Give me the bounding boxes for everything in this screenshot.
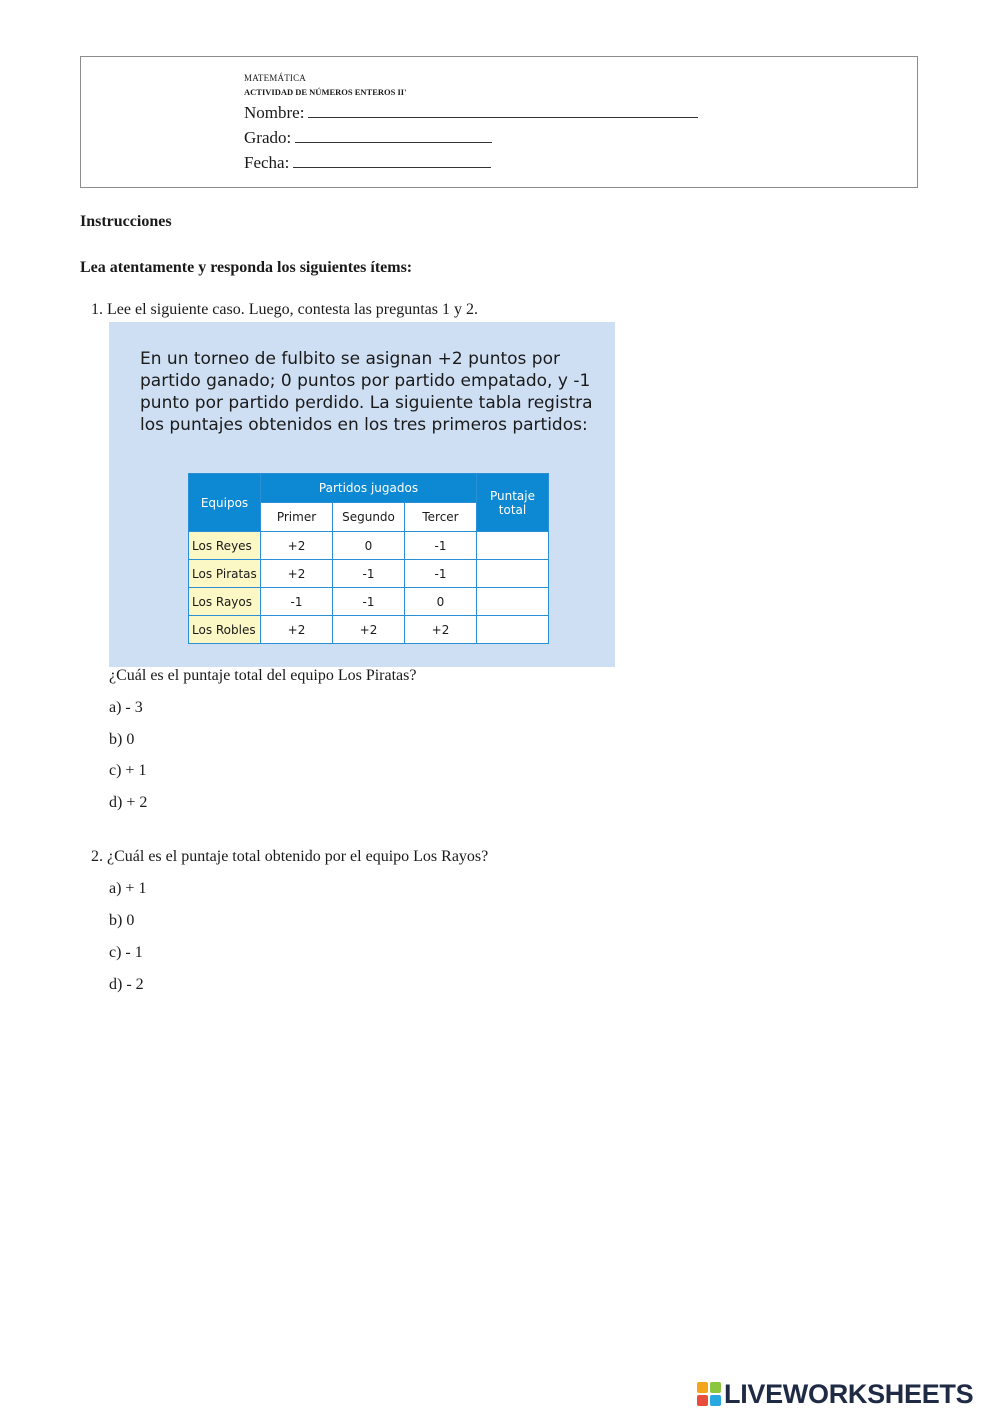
table-row: [189, 560, 549, 588]
score-cell: -1: [333, 560, 405, 588]
q1-option-b[interactable]: b) 0: [109, 731, 135, 748]
score-cell: -1: [261, 588, 333, 616]
score-cell: -1: [333, 588, 405, 616]
score-cell: +2: [405, 616, 477, 644]
table-row: [189, 616, 549, 644]
q1-option-d[interactable]: d) + 2: [109, 794, 148, 811]
name-input-line[interactable]: [308, 103, 698, 118]
team-cell: Los Piratas: [189, 560, 261, 588]
col-header-group: Partidos jugados: [261, 474, 477, 503]
q1-option-c[interactable]: c) + 1: [109, 762, 147, 779]
table-row: [189, 532, 549, 560]
table-row: [189, 588, 549, 616]
question-1-intro-text: Lee el siguiente caso. Luego, contesta las preguntas 1 y 2.: [107, 301, 478, 318]
question-1-prompt: ¿Cuál es el puntaje total del equipo Los Piratas?: [109, 667, 417, 684]
sub-header-second: Segundo: [333, 503, 405, 532]
score-cell: +2: [261, 532, 333, 560]
question-1-number: 1.: [91, 301, 103, 318]
score-cell: -1: [405, 560, 477, 588]
name-label: Nombre:: [244, 103, 305, 122]
score-cell: 0: [405, 588, 477, 616]
score-cell: +2: [261, 560, 333, 588]
score-cell: -1: [405, 532, 477, 560]
score-cell: +2: [333, 616, 405, 644]
sub-header-third: Tercer: [405, 503, 477, 532]
q2-option-c[interactable]: c) - 1: [109, 944, 143, 961]
score-cell: +2: [261, 616, 333, 644]
grade-label: Grado:: [244, 128, 292, 147]
date-field: [244, 153, 491, 173]
question-1-intro: [91, 301, 478, 319]
q1-option-a[interactable]: a) - 3: [109, 699, 143, 716]
q2-option-a[interactable]: a) + 1: [109, 880, 147, 897]
grade-input-line[interactable]: [295, 128, 492, 143]
q2-option-d[interactable]: d) - 2: [109, 976, 144, 993]
instructions-subtitle: Lea atentamente y responda los siguientes ítems:: [80, 259, 413, 276]
case-text: En un torneo de fulbito se asignan +2 puntos por partido ganado; 0 puntos por partido empatado, y -1 punto por partido perdido. La siguiente tabla registra los puntajes obtenidos en los tres primeros partidos:: [140, 349, 593, 435]
total-cell[interactable]: [477, 532, 549, 560]
team-cell: Los Reyes: [189, 532, 261, 560]
col-header-team: Equipos: [189, 474, 261, 532]
total-cell[interactable]: [477, 588, 549, 616]
worksheet-header: [80, 56, 918, 188]
subject-label: MATEMÁTICA: [244, 73, 306, 83]
question-2-number: 2.: [91, 848, 103, 865]
instructions-title: Instrucciones: [80, 213, 172, 230]
sub-header-first: Primer: [261, 503, 333, 532]
logo-icon: [697, 1382, 721, 1406]
date-input-line[interactable]: [293, 153, 491, 168]
question-2: [91, 848, 488, 866]
liveworksheets-logo: [697, 1378, 973, 1410]
team-cell: Los Rayos: [189, 588, 261, 616]
total-cell[interactable]: [477, 560, 549, 588]
grade-field: [244, 128, 492, 148]
logo-text: LIVEWORKSHEETS: [724, 1378, 974, 1409]
q2-option-b[interactable]: b) 0: [109, 912, 135, 929]
date-label: Fecha:: [244, 153, 290, 172]
activity-title: ACTIVIDAD DE NÚMEROS ENTEROS II': [244, 87, 407, 97]
team-cell: Los Robles: [189, 616, 261, 644]
scores-table: [188, 473, 549, 644]
col-header-total: Puntaje total: [477, 474, 549, 532]
score-cell: 0: [333, 532, 405, 560]
case-panel: [109, 322, 615, 667]
question-2-prompt: ¿Cuál es el puntaje total obtenido por el equipo Los Rayos?: [107, 848, 489, 865]
name-field: [244, 103, 698, 123]
total-cell[interactable]: [477, 616, 549, 644]
